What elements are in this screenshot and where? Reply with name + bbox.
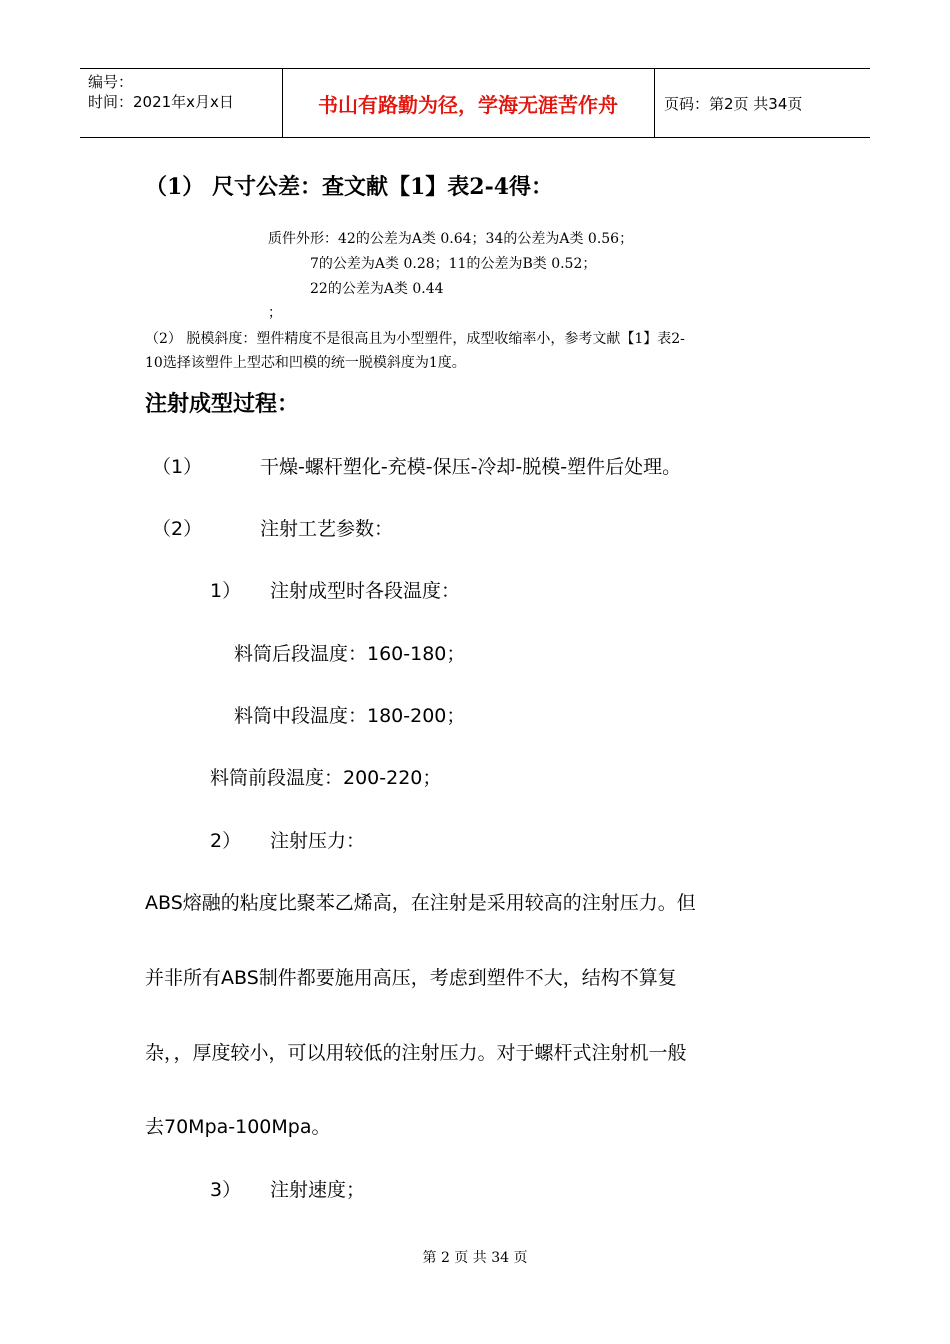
pressure-paragraph-line: 杂，，厚度较小，可以用较低的注射压力。对于螺杆式注射机一般 xyxy=(145,1042,687,1064)
step-number: （1） xyxy=(152,456,203,478)
pressure-paragraph-line: 并非所有ABS制件都要施用高压，考虑到塑件不大，结构不算复 xyxy=(145,967,677,989)
page-footer: 第 2 页 共 34 页 xyxy=(422,1250,528,1266)
substep-text: 注射速度； xyxy=(270,1179,366,1201)
temperature-front: 料筒前段温度：200-220； xyxy=(210,767,442,789)
substep-text: 注射成型时各段温度： xyxy=(270,580,461,602)
date-label: 时间：2021年x月x日 xyxy=(88,93,234,111)
temperature-middle: 料筒中段温度：180-200； xyxy=(234,705,466,727)
step-text: 干燥-螺杆塑化-充模-保压-冷却-脱模-塑件后处理。 xyxy=(260,456,682,478)
temperature-rear: 料筒后段温度：160-180； xyxy=(234,643,466,665)
tolerance-heading: （1） 尺寸公差：查文献【1】表2-4得： xyxy=(145,174,554,200)
draft-angle-line: 10选择该塑件上型芯和凹模的统一脱模斜度为1度。 xyxy=(145,355,466,371)
substep-number: 1） xyxy=(210,580,242,602)
substep-text: 注射压力： xyxy=(270,830,366,852)
step-number: （2） xyxy=(152,518,203,540)
substep-number: 2） xyxy=(210,830,242,852)
document-header xyxy=(80,68,870,138)
draft-angle-line: （2） 脱模斜度：塑件精度不是很高且为小型塑件，成型收缩率小，参考文献【1】表2- xyxy=(145,331,685,347)
header-divider xyxy=(654,69,655,137)
tolerance-line: 质件外形：42的公差为A类 0.64；34的公差为A类 0.56； xyxy=(268,231,634,247)
header-motto: 书山有路勤为径，学海无涯苦作舟 xyxy=(318,92,618,117)
substep-number: 3） xyxy=(210,1179,242,1201)
tolerance-line: 22的公差为A类 0.44 xyxy=(310,281,444,297)
section-title: 注射成型过程： xyxy=(145,392,300,417)
tolerance-line: 7的公差为A类 0.28；11的公差为B类 0.52； xyxy=(310,256,597,272)
step-text: 注射工艺参数： xyxy=(260,518,394,540)
header-page-info: 页码：第2页 共34页 xyxy=(664,94,803,113)
pressure-paragraph-line: ABS熔融的粘度比聚苯乙烯高，在注射是采用较高的注射压力。但 xyxy=(145,892,696,914)
tolerance-semicolon: ； xyxy=(268,305,282,321)
number-label: 编号： xyxy=(88,73,134,91)
pressure-paragraph-line: 去70Mpa-100Mpa。 xyxy=(145,1116,331,1138)
